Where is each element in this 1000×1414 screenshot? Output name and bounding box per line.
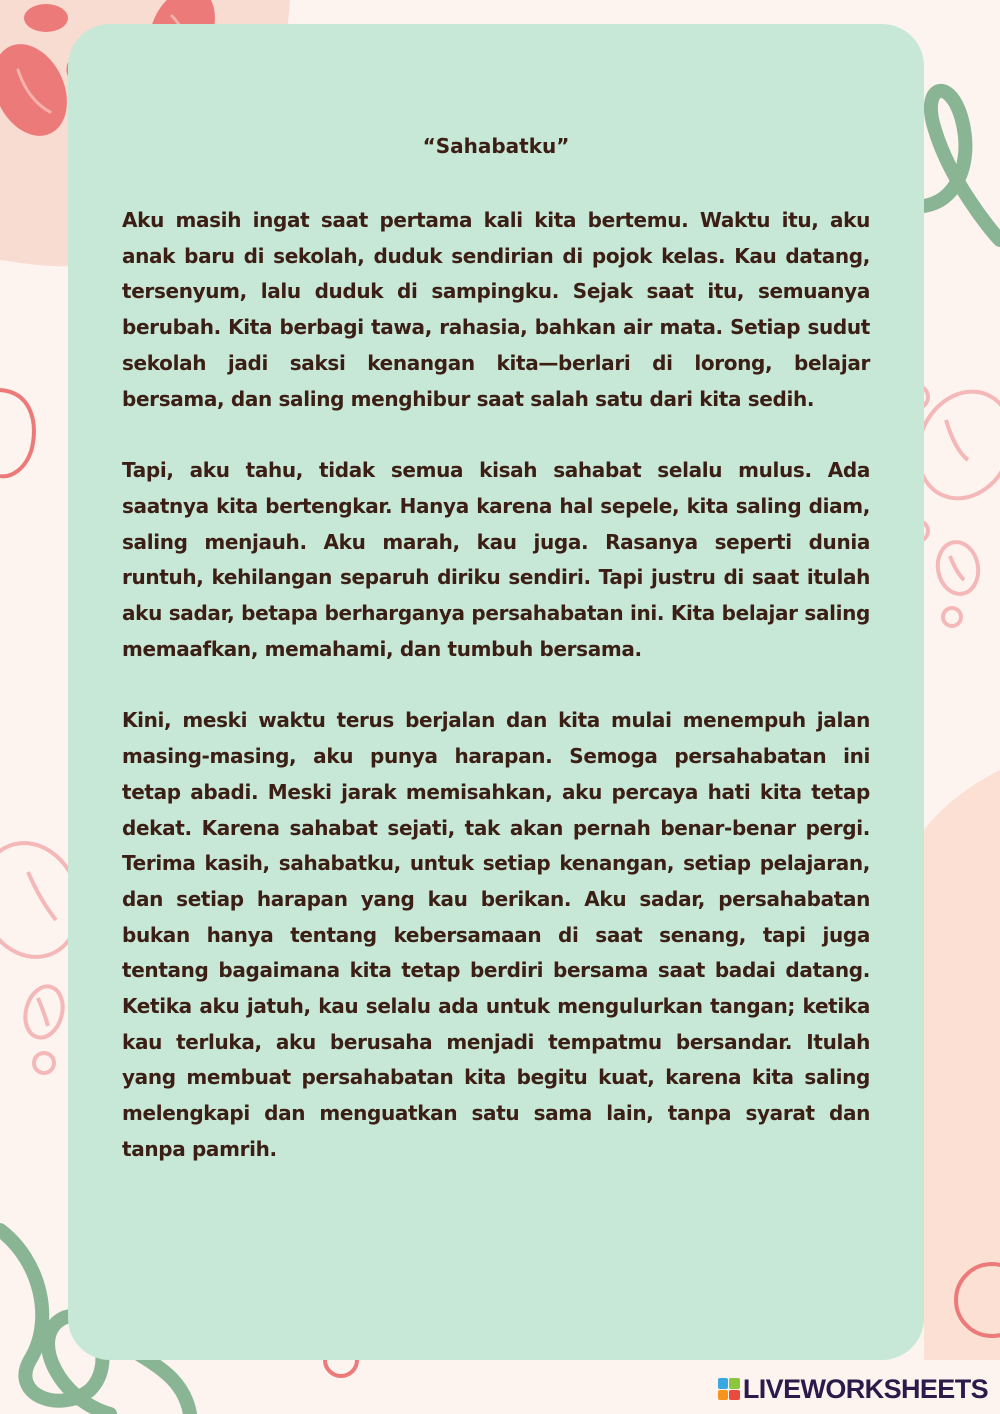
liveworksheets-brand [718,1372,988,1406]
story-body [122,203,870,1204]
peach-blob-bottom-right [924,770,1000,1360]
liveworksheets-logo-icon [718,1378,740,1400]
page-title: “Sahabatku” [422,134,570,158]
paragraph-1: Aku masih ingat saat pertama kali kita bertemu. Waktu itu, aku anak baru di sekolah, duduk sendirian di pojok kelas. Kau datang, tersenyum, lalu duduk di sampingku. Sejak saat itu, semuanya berubah. Kita berbagi tawa, rahasia, bahkan air mata. Setiap sudut sekolah jadi saksi kenangan kita—berlari di lorong, belajar bersama, dan saling menghibur saat salah satu dari kita sedih. [122,208,870,411]
paragraph-3: Kini, meski waktu terus berjalan dan kita mulai menempuh jalan masing-masing, aku punya harapan. Semoga persahabatan ini tetap abadi. Meski jarak memisahkan, aku percaya hati kita tetap dekat. Karena sahabat sejati, tak akan pernah benar-benar pergi. Terima kasih, sahabatku, untuk setiap kenangan, setiap pelajaran, dan setiap harapan yang kau berikan. Aku sadar, persahabatan bukan hanya tentang kebersamaan di saat senang, tapi juga tentang bagaimana kita tetap berdiri bersama saat badai datang. Ketika aku jatuh, kau selalu ada untuk mengulurkan tangan; ketika kau terluka, aku berusaha menjadi tempatmu bersandar. Itulah yang membuat persahabatan kita begitu kuat, karena kita saling melengkapi dan menguatkan satu sama lain, tanpa syarat dan tanpa pamrih. [122,708,870,1161]
paragraph-2: Tapi, aku tahu, tidak semua kisah sahabat selalu mulus. Ada saatnya kita bertengkar. Hanya karena hal sepele, kita saling diam, saling menjauh. Aku marah, kau juga. Rasanya seperti dunia runtuh, kehilangan separuh diriku sendiri. Tapi justru di saat itulah aku sadar, betapa berharganya persahabatan ini. Kita belajar saling memaafkan, memahami, dan tumbuh bersama. [122,458,870,661]
brand-name: LIVEWORKSHEETS [742,1373,988,1404]
